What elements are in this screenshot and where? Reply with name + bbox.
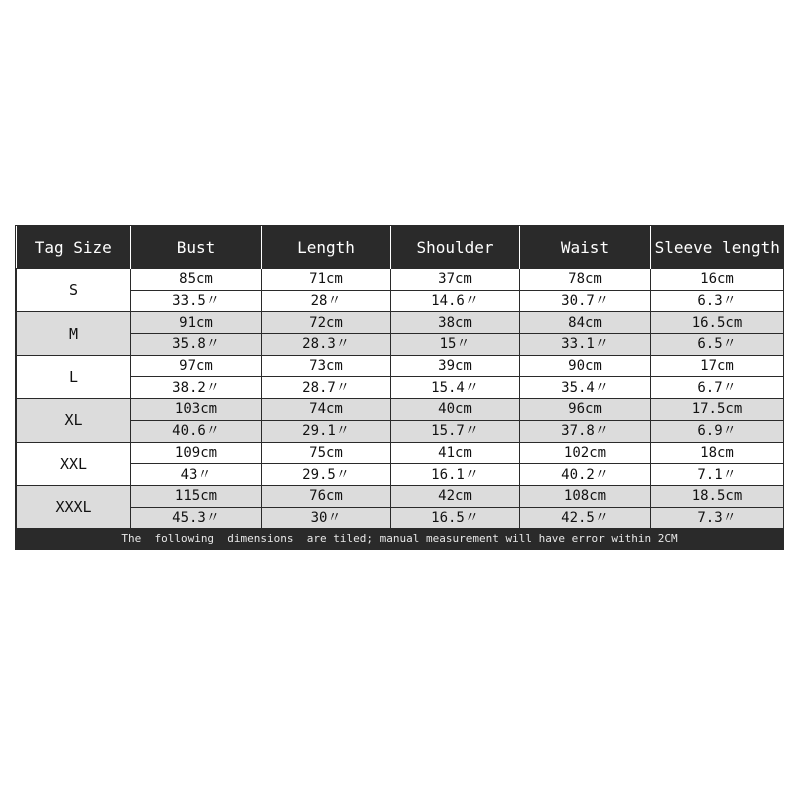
table-row [17,377,784,399]
length-cm-cell: 76cm [262,485,391,507]
sleeve-length-inch-cell: 6.3〃 [651,290,784,312]
bust-cm-cell: 115cm [131,485,262,507]
header-row [17,226,784,269]
bust-cm-cell: 97cm [131,355,262,377]
waist-cm-cell: 96cm [520,399,651,421]
length-inch-cell: 29.1〃 [262,420,391,442]
measurement-note: The following dimensions are tiled; manual measurement will have error within 2CM [16,529,783,549]
sleeve-length-inch-cell: 6.7〃 [651,377,784,399]
waist-inch-cell: 42.5〃 [520,507,651,529]
header-sleeve-length: Sleeve length [651,226,784,269]
waist-cm-cell: 84cm [520,312,651,334]
shoulder-inch-cell: 15.7〃 [391,420,520,442]
header-tag-size: Tag Size [17,226,131,269]
bust-inch-cell: 35.8〃 [131,334,262,356]
sleeve-length-inch-cell: 6.5〃 [651,334,784,356]
sleeve-length-inch-cell: 7.3〃 [651,507,784,529]
bust-inch-cell: 33.5〃 [131,290,262,312]
size-label: XL [17,399,131,442]
table-row [17,290,784,312]
sleeve-length-cm-cell: 17.5cm [651,399,784,421]
bust-inch-cell: 43〃 [131,464,262,486]
table-row [17,420,784,442]
table-row [17,355,784,377]
length-cm-cell: 75cm [262,442,391,464]
table-row [17,485,784,507]
length-inch-cell: 28.3〃 [262,334,391,356]
header-bust: Bust [131,226,262,269]
shoulder-inch-cell: 14.6〃 [391,290,520,312]
sleeve-length-cm-cell: 16.5cm [651,312,784,334]
bust-cm-cell: 85cm [131,269,262,291]
length-inch-cell: 28.7〃 [262,377,391,399]
size-chart [16,226,783,549]
size-label: XXXL [17,485,131,528]
header-waist: Waist [520,226,651,269]
shoulder-inch-cell: 15〃 [391,334,520,356]
length-cm-cell: 73cm [262,355,391,377]
shoulder-cm-cell: 39cm [391,355,520,377]
bust-cm-cell: 109cm [131,442,262,464]
shoulder-cm-cell: 41cm [391,442,520,464]
shoulder-cm-cell: 42cm [391,485,520,507]
shoulder-cm-cell: 37cm [391,269,520,291]
length-inch-cell: 30〃 [262,507,391,529]
sleeve-length-cm-cell: 18.5cm [651,485,784,507]
size-table-body [17,269,784,529]
header-shoulder: Shoulder [391,226,520,269]
bust-cm-cell: 103cm [131,399,262,421]
sleeve-length-inch-cell: 6.9〃 [651,420,784,442]
waist-cm-cell: 78cm [520,269,651,291]
bust-inch-cell: 38.2〃 [131,377,262,399]
table-row [17,464,784,486]
waist-inch-cell: 30.7〃 [520,290,651,312]
size-label: M [17,312,131,355]
bust-cm-cell: 91cm [131,312,262,334]
sleeve-length-cm-cell: 18cm [651,442,784,464]
sleeve-length-inch-cell: 7.1〃 [651,464,784,486]
waist-inch-cell: 40.2〃 [520,464,651,486]
table-row [17,269,784,291]
length-cm-cell: 72cm [262,312,391,334]
shoulder-inch-cell: 16.1〃 [391,464,520,486]
length-inch-cell: 28〃 [262,290,391,312]
waist-cm-cell: 102cm [520,442,651,464]
bust-inch-cell: 45.3〃 [131,507,262,529]
table-row [17,399,784,421]
table-row [17,507,784,529]
waist-inch-cell: 37.8〃 [520,420,651,442]
bust-inch-cell: 40.6〃 [131,420,262,442]
sleeve-length-cm-cell: 17cm [651,355,784,377]
table-row [17,334,784,356]
size-label: XXL [17,442,131,485]
table-row [17,312,784,334]
shoulder-inch-cell: 15.4〃 [391,377,520,399]
waist-cm-cell: 108cm [520,485,651,507]
shoulder-cm-cell: 40cm [391,399,520,421]
length-cm-cell: 71cm [262,269,391,291]
sleeve-length-cm-cell: 16cm [651,269,784,291]
shoulder-cm-cell: 38cm [391,312,520,334]
waist-cm-cell: 90cm [520,355,651,377]
shoulder-inch-cell: 16.5〃 [391,507,520,529]
waist-inch-cell: 35.4〃 [520,377,651,399]
table-row [17,442,784,464]
length-inch-cell: 29.5〃 [262,464,391,486]
header-length: Length [262,226,391,269]
length-cm-cell: 74cm [262,399,391,421]
size-table [16,226,784,529]
waist-inch-cell: 33.1〃 [520,334,651,356]
size-label: S [17,269,131,312]
size-label: L [17,355,131,398]
